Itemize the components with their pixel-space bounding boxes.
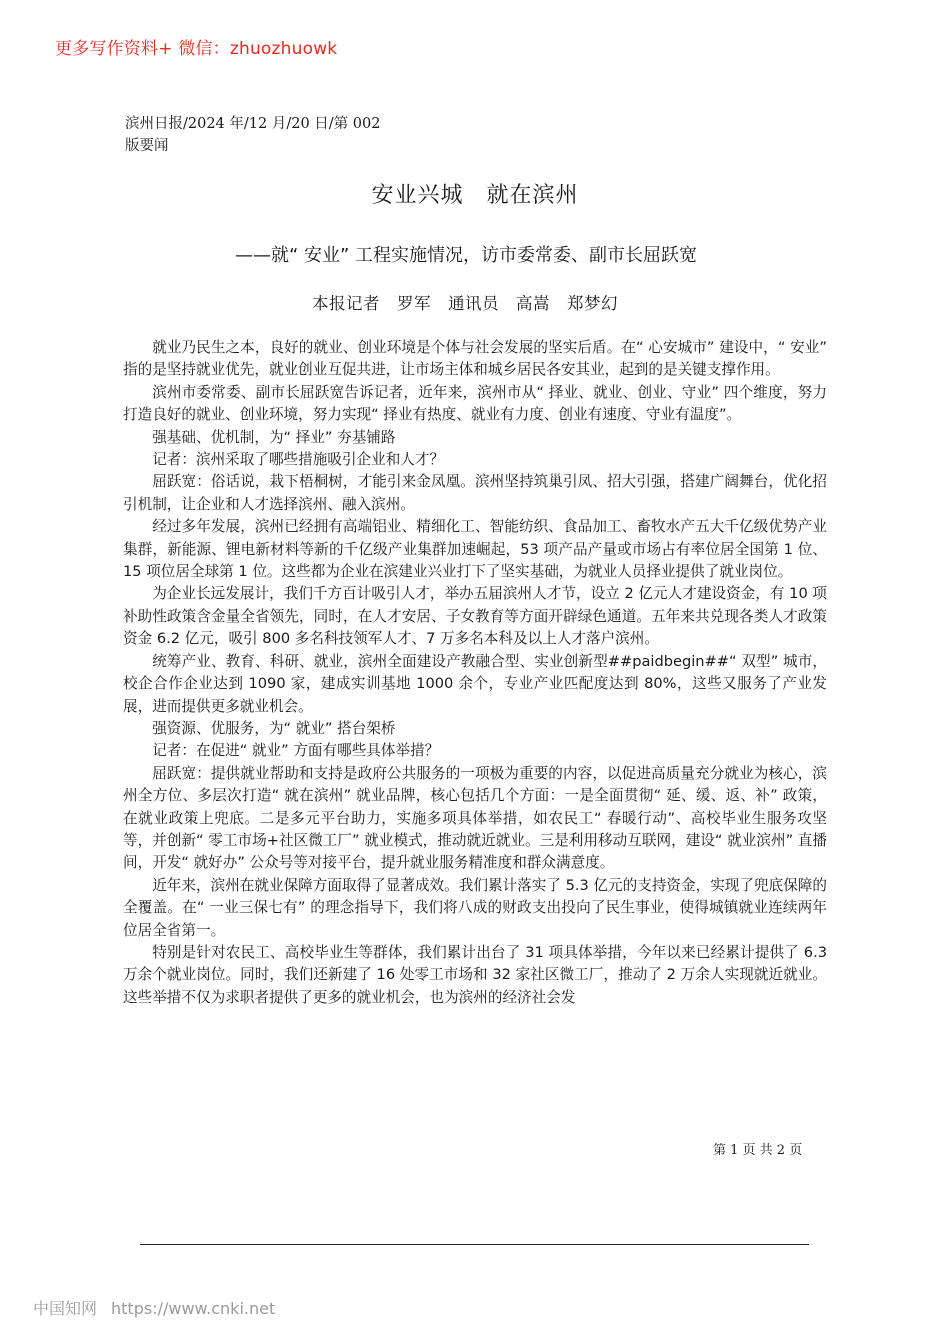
section-label: 版要闻	[125, 138, 169, 154]
source-line: 滨州日报/2024 年/12 月/20 日/第 002	[125, 116, 381, 132]
article-subtitle: ——就“ 安业” 工程实施情况，访市委常委、副市长屈跃宽	[234, 245, 698, 266]
watermark	[33, 1296, 275, 1319]
interview-question: 记者：滨州采取了哪些措施吸引企业和人才？	[152, 451, 445, 469]
paragraph: 就业乃民生之本，良好的就业、创业环境是个体与社会发展的坚实后盾。在“ 心安城市” 建设中，“ 安业” 指的是坚持就业优先，就业创业互促共进，让市场主体和城乡居民各安其业，起到的是关键支撑作用。	[123, 339, 827, 379]
watermark-site-name: 中国知网	[33, 1299, 98, 1318]
paragraph: 特别是针对农民工、高校毕业生等群体，我们累计出台了 31 项具体举措，今年以来已经累计提供了 6.3 万余个就业岗位。同时，我们还新建了 16 处零工市场和 32 家社区微工厂，推动了 2 万余人实现就近就业。这些举措不仅为求职者提供了更多的就业机会，也为滨州的经济社会发	[123, 943, 827, 1006]
article-title: 安业兴城 就在滨州	[371, 183, 579, 208]
paragraph: 为企业长远发展计，我们千方百计吸引人才，举办五届滨州人才节，设立 2 亿元人才建设资金，有 10 项补助性政策含金量全省领先，同时，在人才安居、子女教育等方面开辟绿色通道。五年来共兑现各类人才政策资金 6.2 亿元，吸引 800 多名科技领军人才、7 万多名本科及以上人才落户滨州。	[123, 585, 827, 648]
page-number: 第 1 页 共 2 页	[713, 1143, 803, 1158]
article-body	[123, 337, 827, 1009]
interview-answer: 屈跃宽：提供就业帮助和支持是政府公共服务的一项极为重要的内容，以促进高质量充分就业为核心，滨州全方位、多层次打造“ 就在滨州” 就业品牌，核心包括几个方面：一是全面贯彻“ 延、缓、返、补” 政策，在就业政策上兜底。二是多元平台助力，实施多项具体举措，如农民工“ 春暖行动”、高校毕业生服务攻坚等，并创新“ 零工市场+社区微工厂” 就业模式，推动就近就业。三是利用移动互联网，建设“ 就业滨州” 直播间，开发“ 就好办” 公众号等对接平台，提升就业服务精准度和群众满意度。	[123, 764, 827, 872]
watermark-url: https://www.cnki.net	[111, 1299, 276, 1318]
paragraph: 统筹产业、教育、科研、就业，滨州全面建设产教融合型、实业创新型##paidbegin##“ 双型” 城市，校企合作企业达到 1090 家，建成实训基地 1000 余个，专业产业匹配度达到 80%，这些又服务了产业发展，进而提供更多就业机会。	[123, 652, 827, 715]
paragraph: 近年来，滨州在就业保障方面取得了显著成效。我们累计落实了 5.3 亿元的支持资金，实现了兜底保障的全覆盖。在“ 一业三保七有” 的理念指导下，我们将八成的财政支出投向了民生事业，使得城镇就业连续两年位居全省第一。	[123, 876, 827, 939]
article-byline: 本报记者 罗军 通讯员 高嵩 郑梦幻	[312, 294, 618, 313]
section-heading: 强基础、优机制，为“ 择业” 夯基铺路	[152, 428, 396, 446]
promo-contact-banner: 更多写作资料+ 微信：zhuozhuowk	[55, 39, 338, 59]
section-heading: 强资源、优服务，为“ 就业” 搭台架桥	[152, 719, 396, 737]
interview-question: 记者：在促进“ 就业” 方面有哪些具体举措？	[152, 742, 440, 760]
paragraph: 经过多年发展，滨州已经拥有高端铝业、精细化工、智能纺织、食品加工、畜牧水产五大千亿级优势产业集群，新能源、锂电新材料等新的千亿级产业集群加速崛起，53 项产品产量或市场占有率位居全国第 1 位、15 项位居全球第 1 位。这些都为企业在滨建业兴业打下了坚实基础，为就业人员择业提供了就业岗位。	[123, 518, 827, 581]
article-meta	[125, 113, 380, 157]
interview-answer: 屈跃宽：俗话说，栽下梧桐树，才能引来金凤凰。滨州坚持筑巢引凤、招大引强，搭建广阔舞台，优化招引机制，让企业和人才选择滨州、融入滨州。	[123, 473, 827, 513]
footer-divider	[140, 1244, 809, 1245]
paragraph: 滨州市委常委、副市长屈跃宽告诉记者，近年来，滨州市从“ 择业、就业、创业、守业” 四个维度，努力打造良好的就业、创业环境，努力实现“ 择业有热度、就业有力度、创业有速度、守业有温度”。	[123, 383, 827, 424]
